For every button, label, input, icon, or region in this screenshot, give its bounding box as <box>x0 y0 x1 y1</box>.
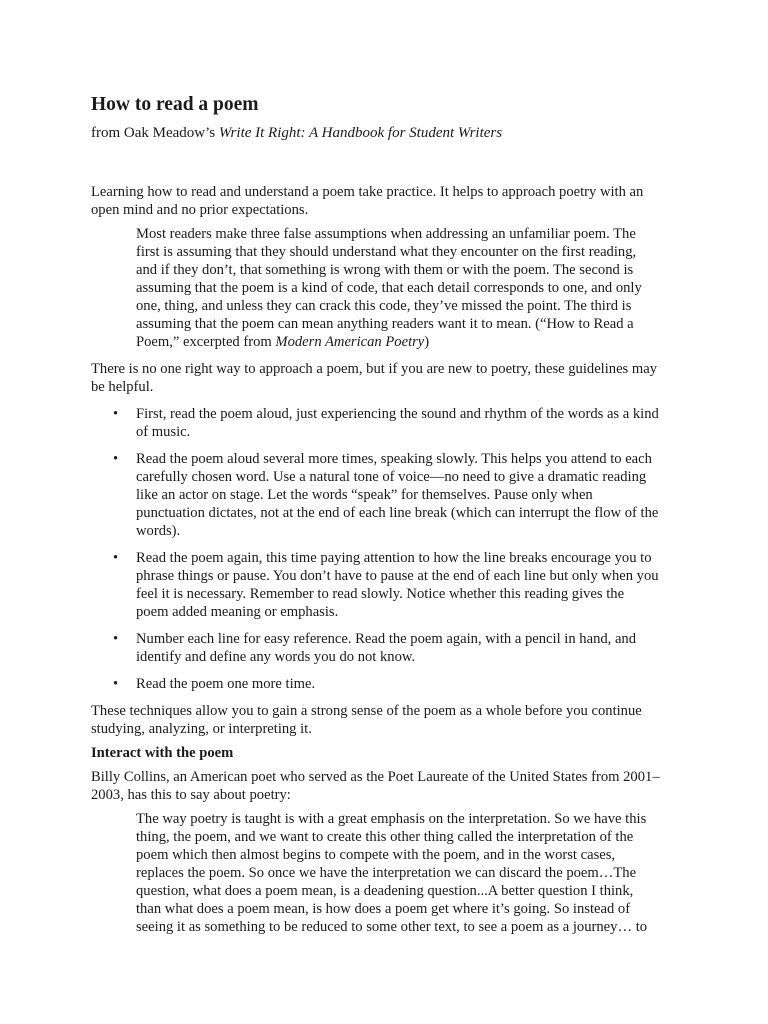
list-item-text: First, read the poem aloud, just experiencing the sound and rhythm of the words as a kind of music. <box>136 406 659 440</box>
subtitle-prefix: from Oak Meadow’s <box>91 125 219 141</box>
guidelines-list <box>91 405 660 693</box>
list-item-text: Number each line for easy reference. Read the poem again, with a pencil in hand, and identify and define any words you do not know. <box>136 631 637 665</box>
quote-source: Modern American Poetry <box>275 334 425 350</box>
collins-intro: Billy Collins, an American poet who served as the Poet Laureate of the United States from 2001–2003, has this to say about poetry: <box>91 769 660 803</box>
bullet-icon: • <box>113 631 119 647</box>
block-quote-collins: The way poetry is taught is with a great emphasis on the interpretation. So we have this thing, the poem, and we want to create this other thing called the interpretation of the poem which then almost begins to compete with the poem, and in the worst cases, replaces the poem. So once we have the interpretation we can discard the poem…The question, what does a poem mean, is a deadening question...A better question I think, than what does a poem mean, is how does a poem get where it’s going. So instead of seeing it as something to be reduced to some other text, to see a poem as a journey… to <box>136 811 648 935</box>
list-item <box>91 405 660 441</box>
block-quote-assumptions <box>136 225 660 351</box>
subtitle <box>91 123 660 143</box>
list-item <box>91 549 660 621</box>
bullet-icon: • <box>113 676 119 692</box>
bullet-icon: • <box>113 550 119 566</box>
bullet-icon: • <box>113 406 119 422</box>
quote-close: ) <box>424 334 430 350</box>
list-item <box>91 675 660 693</box>
quote-text: Most readers make three false assumptions when addressing an unfamiliar poem. The first is assuming that they should understand what they encounter on the first reading, and if they don’t, that something is wrong with them or with the poem. The second is assuming that the poem is a kind of code, that each detail corresponds to one, and only one, thing, and unless they can crack this code, they’ve missed the point. The third is assuming that the poem can mean anything readers want it to mean. (“How to Read a Poem,” excerpted from <box>136 226 642 350</box>
bullet-icon: • <box>113 451 119 467</box>
book-title: Write It Right: A Handbook for Student Writers <box>218 125 503 141</box>
list-item-text: Read the poem one more time. <box>136 676 316 692</box>
section-heading: Interact with the poem <box>91 745 234 761</box>
intro-paragraph: Learning how to read and understand a poem take practice. It helps to approach poetry with an open mind and no prior expectations. <box>91 184 644 218</box>
page-title: How to read a poem <box>91 94 259 115</box>
list-item-text: Read the poem again, this time paying attention to how the line breaks encourage you to phrase things or pause. You don’t have to pause at the end of each line but only when you feel it is necessary. Remember to read slowly. Notice whether this reading gives the poem added meaning or emphasis. <box>136 550 659 620</box>
list-item-text: Read the poem aloud several more times, speaking slowly. This helps you attend to each carefully chosen word. Use a natural tone of voice—no need to give a dramatic reading like an actor on stage. Let the words “speak” for themselves. Pause only when punctuation dictates, not at the end of each line break (which can interrupt the flow of the words). <box>136 451 659 539</box>
list-item <box>91 630 660 666</box>
techniques-paragraph: These techniques allow you to gain a strong sense of the poem as a whole before you continue studying, analyzing, or interpreting it. <box>91 703 642 737</box>
guidelines-intro: There is no one right way to approach a poem, but if you are new to poetry, these guidelines may be helpful. <box>91 361 658 395</box>
list-item <box>91 450 660 540</box>
